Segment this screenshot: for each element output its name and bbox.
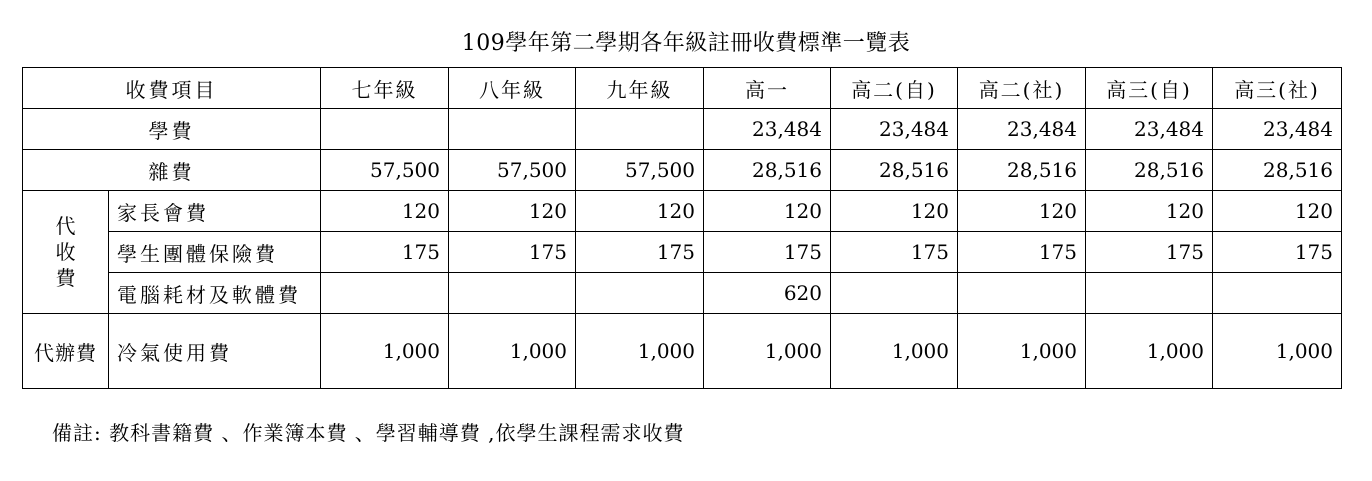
table-cell: 120 (1086, 191, 1213, 232)
table-cell: 1,000 (449, 314, 576, 389)
table-cell: 620 (704, 273, 831, 314)
tuition-row (23, 109, 1342, 150)
tuition-label: 學費 (23, 109, 321, 150)
table-cell: 28,516 (831, 150, 958, 191)
table-cell: 175 (958, 232, 1086, 273)
table-cell: 23,484 (831, 109, 958, 150)
header-row (23, 68, 1342, 109)
computer-fee-label: 電腦耗材及軟體費 (109, 273, 321, 314)
table-cell: 1,000 (704, 314, 831, 389)
table-cell: 120 (704, 191, 831, 232)
table-cell: 28,516 (958, 150, 1086, 191)
parents-fee-row (23, 191, 1342, 232)
table-cell: 175 (1086, 232, 1213, 273)
table-cell: 120 (449, 191, 576, 232)
insurance-fee-label: 學生團體保險費 (109, 232, 321, 273)
table-cell (831, 273, 958, 314)
table-cell: 1,000 (576, 314, 704, 389)
header-grade-12-science: 高三(自) (1086, 68, 1213, 109)
parents-fee-label: 家長會費 (109, 191, 321, 232)
table-cell: 175 (704, 232, 831, 273)
table-cell: 28,516 (1213, 150, 1342, 191)
table-cell: 1,000 (958, 314, 1086, 389)
table-cell: 175 (1213, 232, 1342, 273)
table-cell (1213, 273, 1342, 314)
header-item: 收費項目 (23, 68, 321, 109)
table-cell: 175 (831, 232, 958, 273)
table-cell: 57,500 (576, 150, 704, 191)
group-label-char: 費 (55, 266, 76, 290)
table-cell: 1,000 (831, 314, 958, 389)
table-cell: 120 (1213, 191, 1342, 232)
table-cell: 120 (576, 191, 704, 232)
header-grade-7: 七年級 (321, 68, 449, 109)
table-cell: 175 (449, 232, 576, 273)
table-cell (958, 273, 1086, 314)
table-cell: 57,500 (449, 150, 576, 191)
table-cell (576, 273, 704, 314)
insurance-fee-row (23, 232, 1342, 273)
table-cell (321, 109, 449, 150)
table-cell (449, 273, 576, 314)
aircon-fee-label: 冷氣使用費 (109, 314, 321, 389)
table-cell: 1,000 (321, 314, 449, 389)
table-cell: 28,516 (1086, 150, 1213, 191)
computer-fee-row (23, 273, 1342, 314)
table-cell: 175 (576, 232, 704, 273)
table-cell: 175 (321, 232, 449, 273)
header-grade-11-science: 高二(自) (831, 68, 958, 109)
header-grade-11-social: 高二(社) (958, 68, 1086, 109)
misc-fee-row (23, 150, 1342, 191)
table-cell: 1,000 (1213, 314, 1342, 389)
footnote: 備註: 教科書籍費 、作業簿本費 、學習輔導費 ,依學生課程需求收費 (52, 421, 685, 445)
header-grade-10: 高一 (704, 68, 831, 109)
table-cell: 23,484 (1086, 109, 1213, 150)
group-label-char: 收 (55, 240, 76, 264)
table-cell: 23,484 (958, 109, 1086, 150)
table-cell (576, 109, 704, 150)
collected-fees-group-label (23, 191, 109, 314)
table-cell: 120 (831, 191, 958, 232)
table-cell: 1,000 (1086, 314, 1213, 389)
fee-table (22, 67, 1342, 389)
table-cell: 57,500 (321, 150, 449, 191)
table-cell (449, 109, 576, 150)
aircon-fee-row (23, 314, 1342, 389)
table-cell: 120 (958, 191, 1086, 232)
table-cell: 120 (321, 191, 449, 232)
table-cell (1086, 273, 1213, 314)
agency-fees-group-label: 代辦費 (23, 314, 109, 389)
header-grade-8: 八年級 (449, 68, 576, 109)
misc-fee-label: 雜費 (23, 150, 321, 191)
table-cell: 28,516 (704, 150, 831, 191)
header-grade-12-social: 高三(社) (1213, 68, 1342, 109)
table-cell (321, 273, 449, 314)
document-title: 109學年第二學期各年級註冊收費標準一覽表 (461, 31, 911, 56)
table-cell: 23,484 (1213, 109, 1342, 150)
header-grade-9: 九年級 (576, 68, 704, 109)
group-label-char: 代 (55, 214, 76, 238)
table-cell: 23,484 (704, 109, 831, 150)
